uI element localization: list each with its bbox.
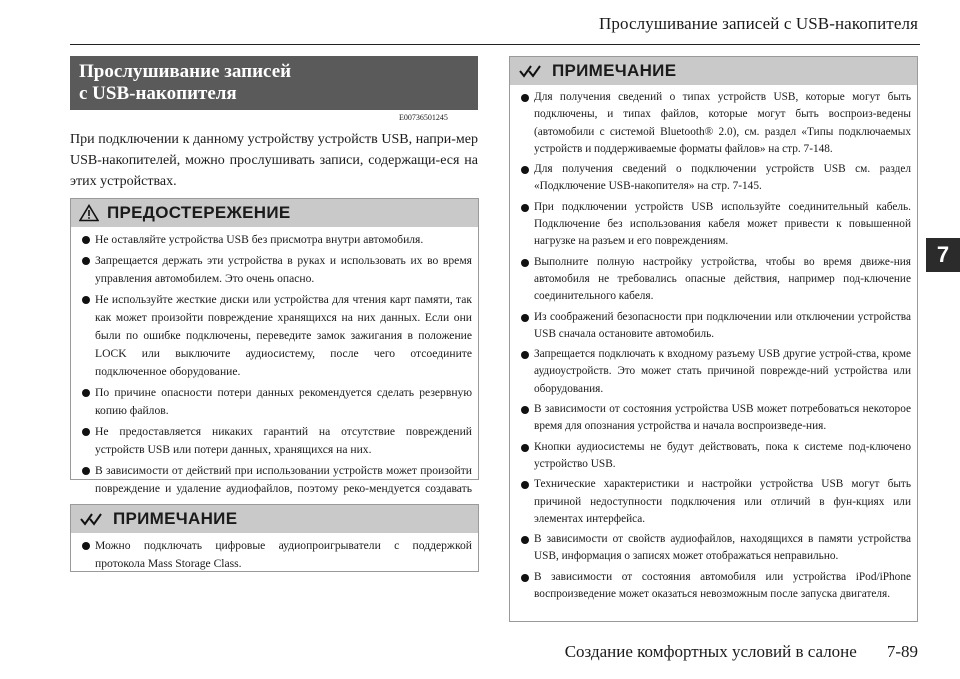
list-item: Запрещается подключать к входному разъему USB другие устрой-ства, кроме аудиоустройств. Это может стать причиной поврежде-ний устройства или оборудования. (520, 346, 911, 398)
list-item: В зависимости от действий при использовании устройств может произойти повреждение и удаление аудиофайлов, поэтому реко-мендуется создавать (81, 462, 472, 516)
list-item: Для получения сведений о типах устройств USB, которые могут быть подключены, и типах файлов, которые могут быть воспроиз-ведены (автомобили с системой Bluetooth® 2.0), см. раздел «Типы подключаемых устройств и поддерживаемые форматы файлов» на стр. 7-148. (520, 89, 911, 158)
page-number: 7-89 (886, 642, 918, 661)
list-item: Можно подключать цифровые аудиопроигрыватели с поддержкой протокола Mass Storage Class. (81, 537, 472, 573)
note-label-right: ПРИМЕЧАНИЕ (552, 61, 677, 80)
list-item: Не используйте жесткие диски или устройства для чтения карт памяти, так как может произойти повреждение хранящихся на них данных. Если они были по ошибке подключены, переведите замок зажигания в положение LOCK или выключите аудиосистему, после чего отсоедините подключенное оборудование. (81, 291, 472, 381)
warning-triangle-icon (79, 204, 99, 222)
list-item: В зависимости от состояния автомобиля или устройства iPod/iPhone воспроизведение может оказаться невозможным после запуска двигателя. (520, 569, 911, 604)
header-rule (70, 44, 920, 45)
intro-paragraph: При подключении к данному устройству устройств USB, напри-мер USB-накопителей, можно прослушивать записи, содержащи-еся на этих устройствах. (70, 132, 478, 189)
document-code: E00736501245 (399, 113, 448, 122)
list-item: Запрещается держать эти устройства в руках и использовать их во время управления автомобилем. Это очень опасно. (81, 252, 472, 288)
note-list-right (510, 85, 917, 608)
section-title-line2: с USB-накопителя (79, 83, 237, 104)
list-item: По причине опасности потери данных рекомендуется сделать резервную копию файлов. (81, 384, 472, 420)
running-header: Прослушивание записей с USB-накопителя (599, 14, 918, 33)
page-footer (565, 642, 918, 662)
list-item: Из соображений безопасности при подключении или отключении устройства USB сначала остановите автомобиль. (520, 309, 911, 344)
list-item: Кнопки аудиосистемы не будут действовать, пока к системе под-ключено устройство USB. (520, 439, 911, 474)
chapter-tab: 7 (926, 238, 960, 272)
checkmark-icon (518, 63, 544, 79)
list-item: Не предоставляется никаких гарантий на отсутствие повреждений устройств USB или потери данных, хранящихся на них. (81, 423, 472, 459)
section-title (70, 56, 478, 110)
note-label-left: ПРИМЕЧАНИЕ (113, 509, 238, 528)
section-title-line1: Прослушивание записей (79, 61, 292, 82)
note-list-left (71, 533, 478, 578)
note-header-right (510, 57, 917, 85)
note-box-right (509, 56, 918, 622)
list-item: Выполните полную настройку устройства, чтобы во время движе-ния автомобиля не требовались опасные действия, например под-ключение соединительного кабеля. (520, 254, 911, 306)
note-box-left (70, 504, 479, 572)
warning-box (70, 198, 479, 495)
note-header-left (71, 505, 478, 533)
list-item: В зависимости от свойств аудиофайлов, находящихся в памяти устройства USB, информация о записях может отображаться неправильно. (520, 531, 911, 566)
list-item: При подключении устройств USB используйте соединительный кабель. Подключение без использования кабеля может привести к повышенной нагрузке на разъем и его повреждениям. (520, 199, 911, 251)
list-item: Для получения сведений о подключении устройств USB см. раздел «Подключение USB-накопителя» на стр. 7-145. (520, 161, 911, 196)
list-item: Технические характеристики и настройки устройства USB могут быть причиной недоступности подключения или отличий в фун-кциях или элементах интерфейса. (520, 476, 911, 528)
list-item: В зависимости от состояния устройства USB может потребоваться некоторое время для опознания устройства и начала воспроизведе-ния. (520, 401, 911, 436)
checkmark-icon (79, 511, 105, 527)
list-item: Не оставляйте устройства USB без присмотра внутри автомобиля. (81, 231, 472, 249)
warning-list (71, 227, 478, 521)
warning-header (71, 199, 478, 227)
footer-section-name: Создание комфортных условий в салоне (564, 642, 857, 661)
warning-label: ПРЕДОСТЕРЕЖЕНИЕ (107, 203, 291, 222)
